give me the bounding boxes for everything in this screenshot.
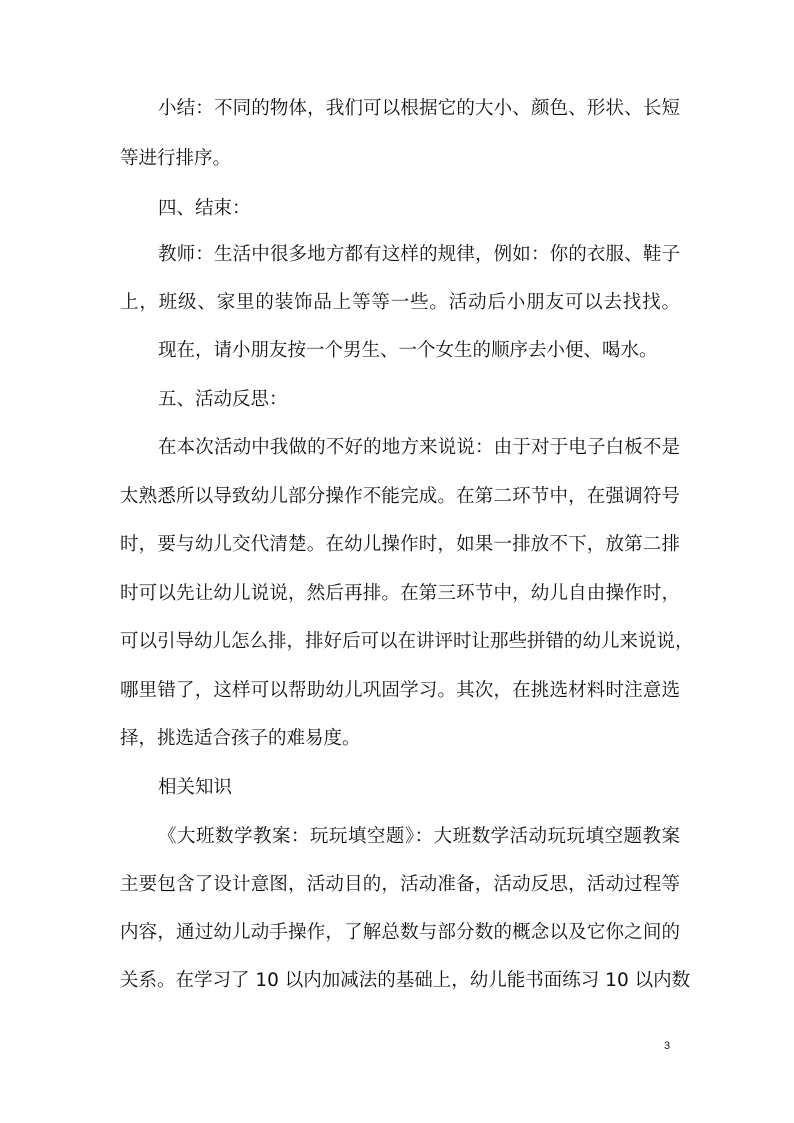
page-number: 3 [664, 1040, 671, 1052]
paragraph-reflection-line-3: 时，要与幼儿交代清楚。在幼儿操作时，如果一排放不下，放第二排 [120, 534, 680, 555]
section-heading-related: 相关知识 [158, 777, 233, 798]
paragraph-related-line-2: 主要包含了设计意图，活动目的，活动准备，活动反思，活动过程等 [120, 874, 680, 895]
section-heading-end: 四、结束： [158, 198, 251, 219]
section-heading-reflection: 五、活动反思： [158, 389, 288, 410]
paragraph-reflection-line-4: 时可以先让幼儿说说，然后再排。在第三环节中，幼儿自由操作时， [120, 583, 680, 604]
paragraph-reflection-line-5: 可以引导幼儿怎么排，排好后可以在讲评时让那些拼错的幼儿来说说， [120, 631, 694, 652]
paragraph-summary-line-1: 小结：不同的物体，我们可以根据它的大小、颜色、形状、长短 [158, 98, 680, 119]
paragraph-reflection-line-7: 择，挑选适合孩子的难易度。 [120, 728, 361, 749]
paragraph-related-line-4: 关系。在学习了 10 以内加减法的基础上，幼儿能书面练习 10 以内数 [120, 970, 691, 991]
paragraph-reflection-line-2: 太熟悉所以导致幼儿部分操作不能完成。在第二环节中，在强调符号 [120, 486, 680, 507]
paragraph-reflection-line-1: 在本次活动中我做的不好的地方来说说：由于对于电子白板不是 [158, 437, 680, 458]
paragraph-reflection-line-6: 哪里错了，这样可以帮助幼儿巩固学习。其次，在挑选材料时注意选 [120, 680, 680, 701]
paragraph-related-line-1: 《大班数学教案：玩玩填空题》：大班数学活动玩玩填空题教案 [158, 826, 680, 847]
paragraph-related-line-3: 内容，通过幼儿动手操作，了解总数与部分数的概念以及它你之间的 [120, 922, 680, 943]
paragraph-teacher-line-2: 上，班级、家里的装饰品上等等一些。活动后小朋友可以去找找。 [120, 292, 680, 313]
paragraph-summary-line-2: 等进行排序。 [120, 148, 232, 169]
paragraph-teacher-line-1: 教师：生活中很多地方都有这样的规律，例如：你的衣服、鞋子 [158, 244, 680, 265]
paragraph-now-line: 现在，请小朋友按一个男生、一个女生的顺序去小便、喝水。 [158, 340, 658, 361]
